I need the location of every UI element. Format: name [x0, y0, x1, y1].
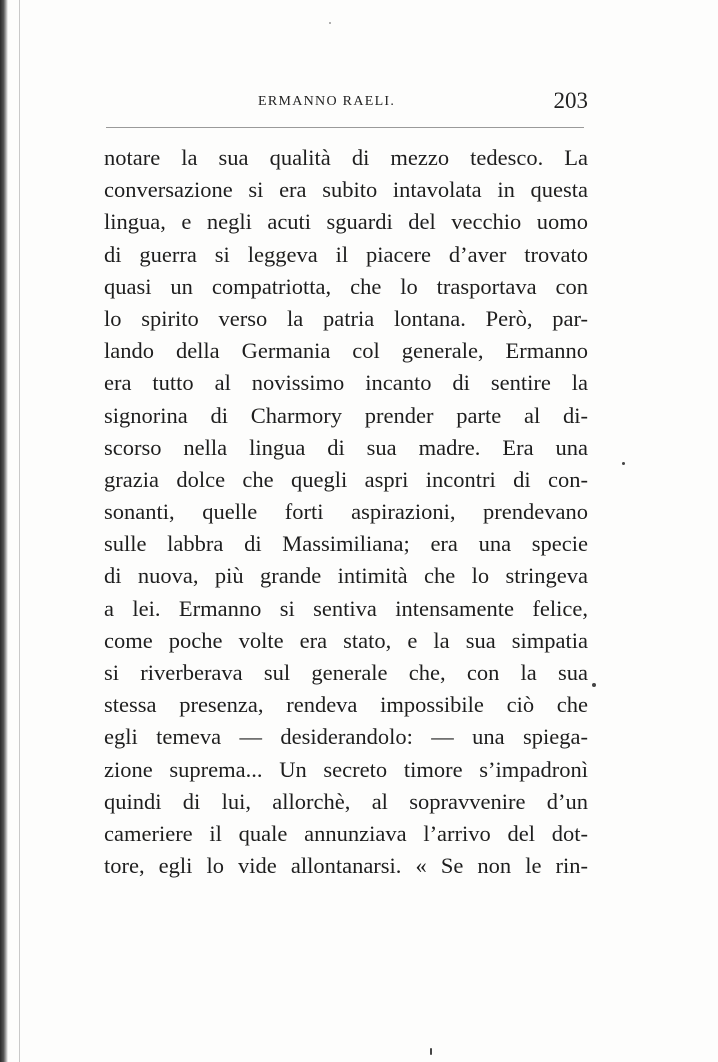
- text-line: sonanti, quelle forti aspirazioni, prendevano: [104, 499, 588, 525]
- text-line: quasi un compatriotta, che lo trasportava con: [104, 273, 588, 299]
- running-title: ERMANNO RAELI.: [258, 94, 396, 109]
- text-line: stessa presenza, rendeva impossibile ciò che: [104, 692, 588, 718]
- text-line: conversazione si era subito intavolata in questa: [104, 177, 588, 203]
- text-line: egli temeva — desiderandolo: — una spiega-: [104, 724, 588, 750]
- ink-speck: [329, 22, 331, 24]
- text-line: a lei. Ermanno si sentiva intensamente felice,: [104, 595, 588, 621]
- text-line: si riverberava sul generale che, con la sua: [104, 660, 588, 685]
- text-line: di guerra si leggeva il piacere d’aver trovato: [104, 241, 588, 267]
- text-line: tore, egli lo vide allontanarsi. « Se non le rin-: [104, 853, 588, 879]
- ink-speck: [622, 462, 625, 465]
- text-line: di nuova, più grande intimità che lo stringeva: [104, 563, 588, 589]
- ink-speck: [592, 683, 596, 687]
- text-line: quindi di lui, allorchè, al sopravvenire d’un: [104, 788, 588, 814]
- text-line: lando della Germania col generale, Ermanno: [104, 338, 588, 364]
- page-spine-shadow: [0, 0, 8, 1062]
- text-line: come poche volte era stato, e la sua simpatia: [104, 627, 588, 653]
- ink-speck: [430, 1048, 432, 1055]
- text-line: lo spirito verso la patria lontana. Però, par-: [104, 305, 588, 331]
- text-line: lingua, e negli acuti sguardi del vecchio uomo: [104, 209, 588, 235]
- body-text: [104, 142, 588, 882]
- text-line: scorso nella lingua di sua madre. Era una: [104, 434, 588, 460]
- text-line: zione suprema... Un secreto timore s’impadronì: [104, 756, 588, 782]
- gutter-line: [19, 0, 20, 1062]
- text-line: signorina di Charmory prender parte al di-: [104, 402, 588, 428]
- page-number: 203: [553, 88, 588, 113]
- text-line: notare la sua qualità di mezzo tedesco. La: [104, 145, 588, 170]
- header-rule: [106, 127, 584, 128]
- text-line: era tutto al novissimo incanto di sentire la: [104, 370, 588, 396]
- text-line: grazia dolce che quegli aspri incontri di con-: [104, 466, 588, 492]
- text-line: sulle labbra di Massimiliana; era una specie: [104, 531, 588, 557]
- running-head: [104, 88, 588, 116]
- text-line: cameriere il quale annunziava l’arrivo del dot-: [104, 820, 588, 846]
